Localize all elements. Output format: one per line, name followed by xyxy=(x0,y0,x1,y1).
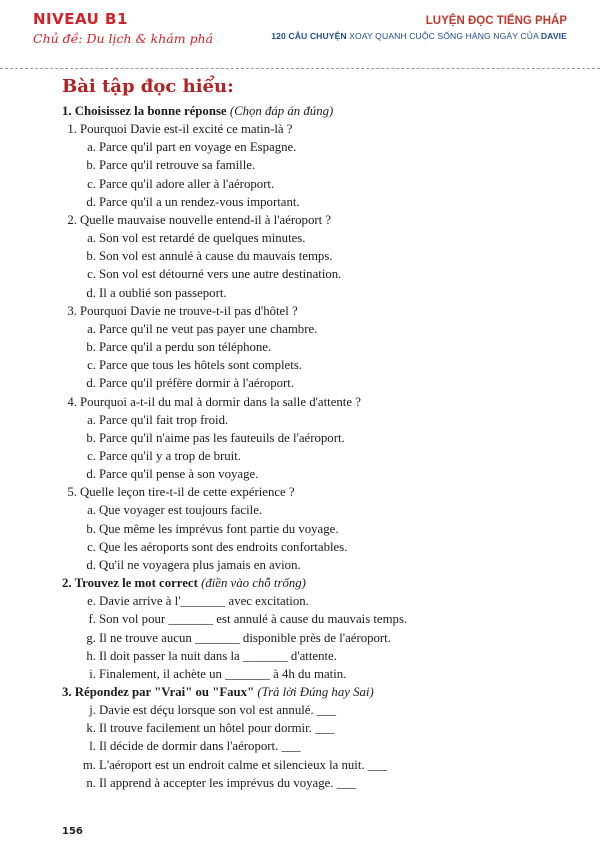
exercise-item-text: Davie est déçu lorsque son vol est annulé. ___ xyxy=(99,703,337,718)
question-marker: 1. xyxy=(67,122,77,137)
exercise-item-text: Son vol pour _______ est annulé à cause du mauvais temps. xyxy=(99,612,408,627)
exercise-item-text: L'aéroport est un endroit calme et silencieux la nuit. ___ xyxy=(99,757,388,772)
header-right xyxy=(271,14,567,41)
exercise-item xyxy=(0,719,600,737)
exercise-item xyxy=(0,629,600,647)
answer-option xyxy=(0,447,600,465)
answer-option-marker: a. xyxy=(87,412,96,427)
answer-option xyxy=(0,284,600,302)
question-text: Pourquoi Davie est-il excité ce matin-là ? xyxy=(80,122,293,137)
answer-option-text: Il a oublié son passeport. xyxy=(99,285,227,300)
answer-option-marker: c. xyxy=(87,176,96,191)
answer-option-marker: a. xyxy=(87,231,96,246)
exercise-item xyxy=(0,737,600,755)
exercise-item xyxy=(0,701,600,719)
answer-option xyxy=(0,338,600,356)
subtitle-rest: XOAY QUANH CUỘC SỐNG HÀNG NGÀY CỦA xyxy=(346,31,541,41)
answer-option-marker: d. xyxy=(86,194,96,209)
question xyxy=(0,483,600,501)
section-title: 3. Répondez par "Vrai" ou "Faux" xyxy=(62,685,255,699)
answer-option xyxy=(0,356,600,374)
answer-option-text: Son vol est retardé de quelques minutes. xyxy=(99,231,306,246)
answer-option xyxy=(0,538,600,556)
answer-option-text: Son vol est annulé à cause du mauvais temps. xyxy=(99,249,333,264)
answer-option xyxy=(0,265,600,283)
answer-option xyxy=(0,429,600,447)
answer-option-text: Que voyager est toujours facile. xyxy=(99,503,263,518)
exercise-item-marker: g. xyxy=(86,630,96,645)
exercise-item xyxy=(0,665,600,683)
answer-option xyxy=(0,556,600,574)
answer-option-text: Parce qu'il fait trop froid. xyxy=(99,412,229,427)
exercise-item-text: Finalement, il achète un _______ à 4h du matin. xyxy=(99,666,347,681)
question-marker: 3. xyxy=(67,303,77,318)
answer-option-marker: b. xyxy=(86,340,96,355)
answer-option xyxy=(0,320,600,338)
question-marker: 4. xyxy=(67,394,77,409)
section-heading xyxy=(0,683,600,701)
header-divider xyxy=(0,68,600,69)
subtitle-name: DAVIE xyxy=(540,31,567,41)
section-heading xyxy=(0,102,600,120)
answer-option xyxy=(0,229,600,247)
answer-option xyxy=(0,501,600,519)
answer-option-text: Parce qu'il préfère dormir à l'aéroport. xyxy=(99,376,295,391)
subtitle-bold: 120 CÂU CHUYỆN xyxy=(271,31,347,41)
answer-option-text: Parce qu'il retrouve sa famille. xyxy=(99,158,256,173)
exercise-item xyxy=(0,756,600,774)
answer-option xyxy=(0,156,600,174)
exercise-item xyxy=(0,592,600,610)
section-heading xyxy=(0,574,600,592)
answer-option xyxy=(0,247,600,265)
section-hint: (điền vào chỗ trống) xyxy=(201,576,306,591)
question xyxy=(0,120,600,138)
answer-option-marker: b. xyxy=(86,521,96,536)
book-title: LUYỆN ĐỌC TIẾNG PHÁP xyxy=(425,15,567,27)
section-title: 2. Trouvez le mot correct xyxy=(62,576,198,591)
page-title: Bài tập đọc hiểu: xyxy=(62,76,234,97)
question-text: Pourquoi a-t-il du mal à dormir dans la salle d'attente ? xyxy=(80,394,361,409)
section-hint: (Trả lời Đúng hay Sai) xyxy=(257,685,374,699)
book-subtitle xyxy=(271,31,567,41)
exercise-item-marker: e. xyxy=(87,594,96,609)
answer-option-marker: b. xyxy=(86,158,96,173)
exercise-item-text: Il doit passer la nuit dans la _______ d'attente. xyxy=(99,648,337,663)
answer-option-text: Qu'il ne voyagera plus jamais en avion. xyxy=(99,557,301,572)
exercise-item-marker: h. xyxy=(86,648,96,663)
answer-option xyxy=(0,520,600,538)
answer-option-marker: b. xyxy=(86,249,96,264)
page-number: 156 xyxy=(62,826,83,837)
exercise-item-text: Il apprend à accepter les imprévus du voyage. ___ xyxy=(99,775,356,790)
answer-option-text: Parce que tous les hôtels sont complets. xyxy=(99,358,302,373)
answer-option xyxy=(0,374,600,392)
exercise-item-marker: l. xyxy=(89,739,96,754)
answer-option-marker: c. xyxy=(87,267,96,282)
exercise-item-text: Il ne trouve aucun _______ disponible près de l'aéroport. xyxy=(99,630,391,645)
answer-option-marker: c. xyxy=(87,539,96,554)
exercise-item-marker: f. xyxy=(88,612,96,627)
exercise-item xyxy=(0,647,600,665)
exercise-item xyxy=(0,610,600,628)
answer-option-text: Parce qu'il pense à son voyage. xyxy=(99,467,259,482)
answer-option xyxy=(0,411,600,429)
answer-option-marker: b. xyxy=(86,430,96,445)
exercise-item-text: Il trouve facilement un hôtel pour dormir. ___ xyxy=(99,721,335,736)
exercise-item-marker: k. xyxy=(86,721,96,736)
question-marker: 2. xyxy=(67,212,77,227)
answer-option-text: Parce qu'il y a trop de bruit. xyxy=(99,448,241,463)
answer-option xyxy=(0,193,600,211)
exercise-item-marker: n. xyxy=(86,775,96,790)
answer-option xyxy=(0,175,600,193)
exercise-item-text: Davie arrive à l'_______ avec excitation. xyxy=(99,594,309,609)
answer-option-text: Parce qu'il ne veut pas payer une chambre. xyxy=(99,321,318,336)
section-hint: (Chọn đáp án đúng) xyxy=(229,104,334,118)
exercise-item-marker: i. xyxy=(89,666,96,681)
answer-option-marker: c. xyxy=(87,358,96,373)
answer-option-marker: d. xyxy=(86,285,96,300)
answer-option-text: Parce qu'il adore aller à l'aéroport. xyxy=(99,176,275,191)
question-text: Quelle mauvaise nouvelle entend-il à l'aéroport ? xyxy=(80,212,332,227)
answer-option-text: Que même les imprévus font partie du voyage. xyxy=(99,521,339,536)
answer-option-text: Parce qu'il n'aime pas les fauteuils de l'aéroport. xyxy=(99,430,345,445)
answer-option-text: Parce qu'il a perdu son téléphone. xyxy=(99,340,272,355)
answer-option-text: Parce qu'il a un rendez-vous important. xyxy=(99,194,300,209)
exercise-content xyxy=(0,102,600,792)
level-label: NIVEAU B1 xyxy=(33,10,128,28)
exercise-item-marker: m. xyxy=(82,757,96,772)
answer-option xyxy=(0,138,600,156)
exercise-item xyxy=(0,774,600,792)
answer-option-marker: a. xyxy=(87,140,96,155)
answer-option-marker: d. xyxy=(86,467,96,482)
question-text: Quelle leçon tire-t-il de cette expérience ? xyxy=(80,485,295,500)
answer-option-marker: a. xyxy=(87,503,96,518)
answer-option-text: Que les aéroports sont des endroits confortables. xyxy=(99,539,348,554)
answer-option-marker: d. xyxy=(86,557,96,572)
answer-option-text: Son vol est détourné vers une autre destination. xyxy=(99,267,342,282)
answer-option xyxy=(0,465,600,483)
answer-option-text: Parce qu'il part en voyage en Espagne. xyxy=(99,140,297,155)
exercise-item-marker: j. xyxy=(89,703,96,718)
question-marker: 5. xyxy=(67,485,77,500)
header-left xyxy=(33,10,213,46)
section-title: 1. Choisissez la bonne réponse xyxy=(62,104,227,118)
question xyxy=(0,302,600,320)
exercise-item-text: Il décide de dormir dans l'aéroport. ___ xyxy=(99,739,301,754)
question xyxy=(0,211,600,229)
topic-label: Chủ đề: Du lịch & khám phá xyxy=(33,31,214,46)
answer-option-marker: d. xyxy=(86,376,96,391)
answer-option-marker: c. xyxy=(87,448,96,463)
question-text: Pourquoi Davie ne trouve-t-il pas d'hôtel ? xyxy=(80,303,298,318)
question xyxy=(0,393,600,411)
answer-option-marker: a. xyxy=(87,321,96,336)
